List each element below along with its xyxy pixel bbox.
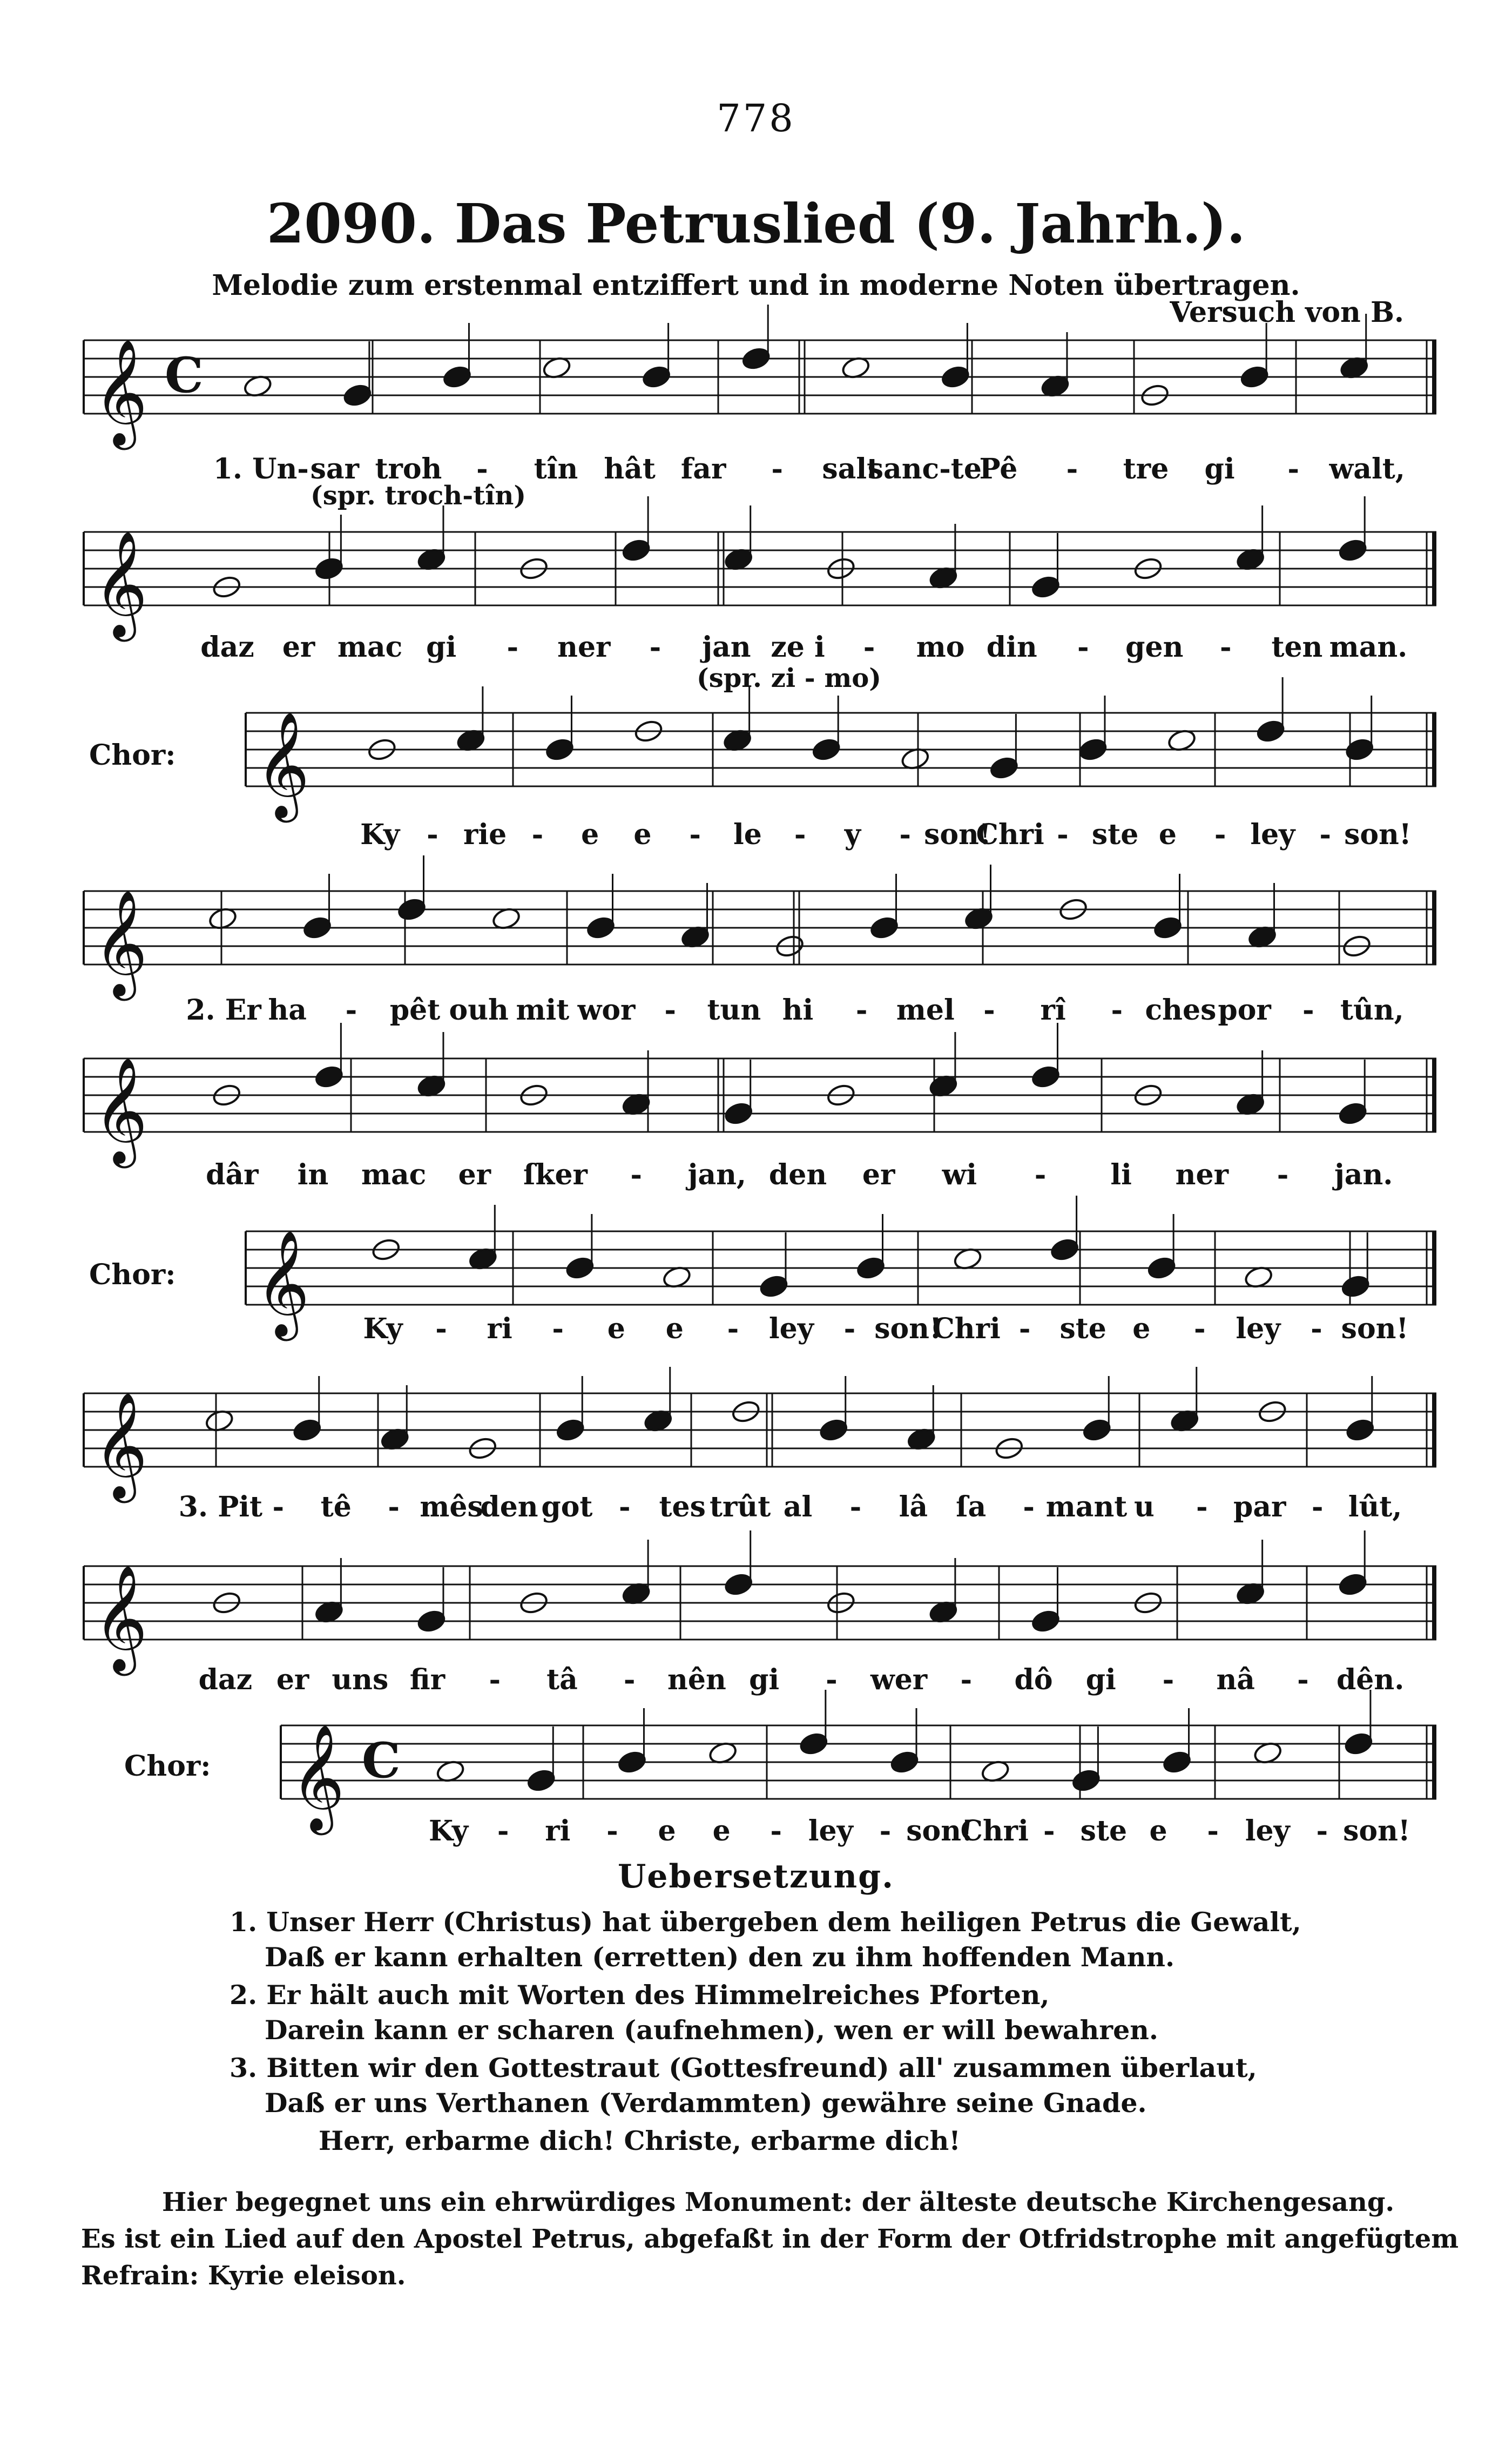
note-head: [1338, 1572, 1368, 1597]
translation-line: Daß er uns Verthanen (Verdammten) gewähre seine Gnade.: [265, 2087, 1147, 2119]
page-number: 778: [717, 96, 795, 140]
lyric-syllable: -: [1287, 453, 1299, 485]
music-staff: [84, 1026, 1458, 1164]
lyric-syllable: jan: [702, 631, 751, 664]
lyric-syllable: -: [1057, 818, 1069, 851]
music-staff: [84, 500, 1458, 638]
lyric-syllable: -: [1111, 994, 1123, 1027]
lyric-syllable: e: [712, 1815, 731, 1847]
note-head: [819, 1418, 849, 1442]
lyric-syllable: -: [664, 994, 676, 1027]
lyric-syllable: -: [727, 1312, 739, 1345]
lyric-syllable: son!: [1341, 1312, 1409, 1345]
treble-clef-icon: 𝄞: [291, 1724, 345, 1831]
note-head: [1338, 538, 1368, 563]
note-head: [1152, 915, 1183, 940]
common-time-icon: C: [165, 347, 204, 404]
lyric-syllable: Chri: [976, 818, 1044, 851]
lyric-syllable: er: [862, 1158, 895, 1191]
note-head: [1239, 365, 1270, 389]
lyric-syllable: far: [680, 453, 726, 485]
music-staff: [246, 680, 1458, 819]
note-head: [342, 383, 373, 408]
treble-clef-icon: 𝄞: [255, 1230, 310, 1337]
lyric-syllable: ley: [1236, 1312, 1281, 1345]
lyric-syllable: -: [1018, 1312, 1031, 1345]
chor-label: Chor:: [89, 739, 176, 772]
lyric-syllable: e: [665, 1312, 684, 1345]
lyric-syllable: wor: [577, 994, 636, 1027]
lyric-syllable: tun: [707, 994, 761, 1027]
lyric-syllable: er: [282, 631, 315, 664]
note-head: [544, 737, 575, 762]
lyric-syllable: jan,: [687, 1158, 747, 1191]
chor-label: Chor:: [124, 1750, 211, 1783]
common-time-icon: C: [362, 1732, 401, 1789]
lyric-syllable: -: [879, 1815, 892, 1847]
lyric-syllable: -: [427, 818, 438, 851]
note-head: [1071, 1768, 1101, 1793]
lyric-syllable: Chri: [932, 1312, 1001, 1345]
note-head: [759, 1274, 789, 1299]
lyric-syllable: hât: [604, 453, 656, 485]
lyric-syllable: al: [783, 1491, 813, 1523]
lyric-syllable: le: [733, 818, 762, 851]
lyric-syllable: -: [843, 1312, 856, 1345]
note-head: [940, 365, 970, 389]
note-head: [889, 1750, 920, 1775]
lyric-syllable: -: [618, 1491, 631, 1523]
lyric-syllable: 3. Pit: [178, 1491, 263, 1523]
lyric-syllable: son!: [924, 818, 991, 851]
lyric-syllable: daz: [200, 631, 254, 664]
translation-line: Darein kann er scharen (aufnehmen), wen er will bewahren.: [265, 2014, 1158, 2046]
lyric-syllable: ches: [1145, 994, 1217, 1027]
lyric-syllable: ste: [1080, 1815, 1128, 1847]
lyric-syllable: e: [633, 818, 652, 851]
lyric-syllable: e: [581, 818, 599, 851]
lyric-syllable: troh: [375, 453, 442, 485]
lyric-syllable: gi: [749, 1663, 780, 1696]
lyric-syllable: din: [986, 631, 1037, 664]
lyric-syllable: e: [1158, 818, 1177, 851]
lyric-syllable: -: [606, 1815, 618, 1847]
lyric-syllable: e: [658, 1815, 676, 1847]
lyric-syllable: ley: [1250, 818, 1295, 851]
note-head: [1030, 1064, 1061, 1089]
lyric-syllable: -: [1214, 818, 1226, 851]
lyric-syllable: rî: [1040, 994, 1066, 1027]
lyric-syllable: son!: [906, 1815, 974, 1847]
lyric-syllable: ner: [557, 631, 611, 664]
lyric-syllable: por: [1218, 994, 1271, 1027]
lyric-syllable: par: [1233, 1491, 1286, 1523]
lyric-syllable: e: [607, 1312, 625, 1345]
note-head: [302, 915, 332, 940]
lyric-syllable: -: [1066, 453, 1078, 485]
lyric-syllable: -: [630, 1158, 642, 1191]
lyric-syllable: Chri: [960, 1815, 1029, 1847]
treble-clef-icon: 𝄞: [93, 1392, 148, 1499]
lyric-syllable: er: [276, 1663, 309, 1696]
note-head: [1162, 1750, 1192, 1775]
note-head: [799, 1731, 829, 1756]
lyrics-line: [0, 1312, 1512, 1350]
lyric-syllable: gi: [426, 631, 457, 664]
lyric-syllable: -: [771, 453, 784, 485]
lyric-syllable: -: [497, 1815, 509, 1847]
lyric-syllable: lâ: [899, 1491, 928, 1523]
lyric-syllable: mit: [516, 994, 570, 1027]
lyric-syllable: -: [507, 631, 519, 664]
lyric-syllable: -: [489, 1663, 501, 1696]
lyric-syllable: ten: [1271, 631, 1323, 664]
lyric-syllable: e: [1149, 1815, 1167, 1847]
lyric-syllable: -: [435, 1312, 447, 1345]
lyrics-line: [0, 1491, 1512, 1528]
note-head: [1345, 737, 1375, 762]
lyric-syllable: dô: [1014, 1663, 1053, 1696]
treble-clef-icon: 𝄞: [93, 530, 148, 637]
lyric-syllable: ouh: [449, 994, 509, 1027]
note-head: [396, 897, 427, 922]
lyric-syllable: fir: [409, 1663, 446, 1696]
lyric-syllable: wer: [870, 1663, 928, 1696]
lyric-syllable: -: [1077, 631, 1089, 664]
lyric-syllable: -: [476, 453, 488, 485]
music-staff: [84, 1361, 1458, 1499]
treble-clef-icon: 𝄞: [93, 889, 148, 996]
lyric-syllable: -: [863, 631, 875, 664]
lyric-syllable: sar: [310, 453, 360, 485]
treble-clef-icon: 𝄞: [93, 1564, 148, 1671]
lyric-syllable: mant: [1045, 1491, 1128, 1523]
note-head: [621, 538, 651, 563]
note-head: [1030, 575, 1061, 599]
pronunciation-note: (spr. troch-tîn): [310, 481, 526, 511]
lyric-syllable: -: [388, 1491, 400, 1523]
note-head: [292, 1418, 322, 1442]
lyric-syllable: son!: [1344, 818, 1412, 851]
lyric-syllable: son!: [1343, 1815, 1410, 1847]
lyric-syllable: ze i: [771, 631, 825, 664]
lyric-syllable: salt: [822, 453, 880, 485]
lyric-syllable: trût: [709, 1491, 771, 1523]
lyric-syllable: nên: [667, 1663, 726, 1696]
lyric-syllable: tê: [320, 1491, 352, 1523]
lyric-syllable: jan.: [1334, 1158, 1393, 1191]
attribution: Versuch von B.: [1170, 296, 1404, 329]
pronunciation-note: (spr. zi - mo): [697, 663, 881, 693]
lyric-syllable: e: [1132, 1312, 1151, 1345]
lyric-syllable: li: [1110, 1158, 1132, 1191]
lyric-syllable: Ky: [429, 1815, 469, 1847]
lyric-syllable: daz: [198, 1663, 253, 1696]
lyric-syllable: 2. Er: [186, 994, 261, 1027]
treble-clef-icon: 𝄞: [93, 339, 148, 446]
lyric-syllable: ste: [1059, 1312, 1106, 1345]
lyric-syllable: -: [1023, 1491, 1035, 1523]
lyric-syllable: wi: [942, 1158, 977, 1191]
lyric-syllable: -: [1196, 1491, 1208, 1523]
lyric-syllable: tre: [1123, 453, 1169, 485]
note-head: [1030, 1609, 1061, 1634]
lyric-syllable: uns: [332, 1663, 389, 1696]
lyric-syllable: -: [826, 1663, 838, 1696]
lyric-syllable: tûn,: [1340, 994, 1404, 1027]
lyric-syllable: gen: [1125, 631, 1184, 664]
note-head: [869, 915, 899, 940]
note-head: [1344, 1731, 1374, 1756]
note-head: [1340, 1274, 1371, 1299]
lyric-syllable: nâ: [1216, 1663, 1255, 1696]
note-head: [811, 737, 841, 762]
note-head: [565, 1256, 595, 1280]
translation-line: 1. Unser Herr (Christus) hat übergeben dem heiligen Petrus die Gewalt,: [230, 1906, 1301, 1938]
note-head: [442, 365, 472, 389]
lyric-syllable: son!: [874, 1312, 942, 1345]
lyric-syllable: -: [960, 1663, 973, 1696]
lyric-syllable: 1. Un-: [213, 453, 309, 485]
lyric-syllable: lût,: [1348, 1491, 1402, 1523]
lyric-syllable: ſker: [523, 1158, 588, 1191]
lyric-syllable: tîn: [534, 453, 578, 485]
lyric-syllable: ley: [1245, 1815, 1290, 1847]
lyric-syllable: mês: [420, 1491, 483, 1523]
music-staff: [84, 1534, 1458, 1672]
treble-clef-icon: 𝄞: [255, 711, 310, 818]
note-head: [555, 1418, 585, 1442]
lyric-syllable: ri: [545, 1815, 571, 1847]
note-head: [642, 365, 672, 389]
lyric-syllable: -: [649, 631, 662, 664]
lyric-syllable: ley: [808, 1815, 853, 1847]
lyric-syllable: hi: [782, 994, 814, 1027]
closing-line: Refrain: Kyrie eleison.: [81, 2261, 406, 2291]
treble-clef-icon: 𝄞: [93, 1057, 148, 1164]
translation-line: Herr, erbarme dich! Christe, erbarme dich!: [319, 2125, 961, 2156]
song-subtitle: Melodie zum erstenmal entziffert und in moderne Noten übertragen.: [212, 269, 1300, 302]
lyric-syllable: -: [1311, 1491, 1324, 1523]
note-head: [1146, 1256, 1177, 1280]
note-head: [1078, 737, 1108, 762]
lyric-syllable: mac: [361, 1158, 427, 1191]
lyric-syllable: -: [1220, 631, 1232, 664]
lyric-syllable: ste: [1091, 818, 1139, 851]
note-head: [724, 1572, 754, 1597]
translation-heading: Uebersetzung.: [617, 1858, 895, 1896]
lyric-syllable: dên.: [1336, 1663, 1405, 1696]
lyric-syllable: -: [1034, 1158, 1047, 1191]
lyric-syllable: u: [1134, 1491, 1155, 1523]
note-head: [989, 756, 1019, 780]
lyric-syllable: -: [1162, 1663, 1174, 1696]
lyric-syllable: den: [480, 1491, 538, 1523]
note-head: [526, 1768, 556, 1793]
music-staff: [84, 859, 1458, 997]
lyric-syllable: ley: [768, 1312, 814, 1345]
note-head: [1345, 1418, 1375, 1442]
lyric-syllable: -: [1043, 1815, 1055, 1847]
lyric-syllable: Ky: [363, 1312, 403, 1345]
lyric-syllable: ha: [268, 994, 307, 1027]
lyric-syllable: dâr: [206, 1158, 259, 1191]
lyric-syllable: -: [1311, 1312, 1322, 1345]
lyric-syllable: -: [623, 1663, 636, 1696]
lyric-syllable: den: [768, 1158, 827, 1191]
lyric-syllable: -: [272, 1491, 285, 1523]
note-head: [585, 915, 616, 940]
lyrics-line: [0, 818, 1512, 856]
closing-line: Hier begegnet uns ein ehrwürdiges Monument: der älteste deutsche Kirchengesang.: [162, 2187, 1395, 2217]
lyric-syllable: -: [689, 818, 701, 851]
lyric-syllable: mel: [896, 994, 955, 1027]
lyric-syllable: -: [1316, 1815, 1328, 1847]
lyric-syllable: mac: [337, 631, 403, 664]
music-staff: [281, 1693, 1458, 1831]
lyrics-line: [0, 1815, 1512, 1852]
lyric-syllable: -: [855, 994, 868, 1027]
lyric-syllable: tâ: [546, 1663, 578, 1696]
lyric-syllable: -: [899, 818, 911, 851]
lyric-syllable: got: [541, 1491, 593, 1523]
lyric-syllable: -: [1277, 1158, 1289, 1191]
lyric-syllable: -: [552, 1312, 564, 1345]
lyric-syllable: ſa: [956, 1491, 987, 1523]
lyric-syllable: pêt: [389, 994, 441, 1027]
closing-line: Es ist ein Lied auf den Apostel Petrus, abgefaßt in der Form der Otfridstrophe mit angefügtem: [81, 2224, 1459, 2254]
lyric-syllable: y: [844, 818, 861, 851]
translation-line: 3. Bitten wir den Gottestraut (Gottesfreund) all' zusammen überlaut,: [230, 2052, 1257, 2083]
music-staff: [84, 308, 1458, 446]
lyric-syllable: gi: [1085, 1663, 1116, 1696]
lyric-syllable: -: [794, 818, 806, 851]
lyric-syllable: -: [770, 1815, 782, 1847]
chor-label: Chor:: [89, 1258, 176, 1291]
note-head: [724, 1101, 754, 1126]
lyric-syllable: -: [1194, 1312, 1206, 1345]
note-head: [314, 1064, 344, 1089]
lyric-syllable: man.: [1329, 631, 1408, 664]
note-head: [1256, 719, 1286, 744]
lyric-syllable: -: [1297, 1663, 1309, 1696]
note-head: [617, 1750, 647, 1775]
lyric-syllable: -: [1302, 994, 1314, 1027]
lyrics-line: [0, 453, 1512, 490]
lyric-syllable: Pê: [979, 453, 1018, 485]
lyric-syllable: rie: [463, 818, 507, 851]
lyric-syllable: sanc-te: [867, 453, 982, 485]
note-head: [1050, 1237, 1080, 1262]
note-head: [741, 346, 771, 371]
lyric-syllable: -: [1319, 818, 1331, 851]
translation-line: 2. Er hält auch mit Worten des Himmelreiches Pforten,: [230, 1979, 1050, 2011]
note-head: [1338, 1101, 1368, 1126]
lyric-syllable: gi: [1204, 453, 1235, 485]
lyric-syllable: -: [849, 1491, 862, 1523]
note-head: [416, 1609, 447, 1634]
lyric-syllable: tes: [659, 1491, 706, 1523]
lyric-syllable: er: [458, 1158, 491, 1191]
lyric-syllable: -: [983, 994, 995, 1027]
translation-line: Daß er kann erhalten (erretten) den zu ihm hoffenden Mann.: [265, 1941, 1175, 1973]
lyric-syllable: ri: [487, 1312, 512, 1345]
lyric-syllable: -: [531, 818, 544, 851]
lyric-syllable: ner: [1175, 1158, 1228, 1191]
lyric-syllable: mo: [916, 631, 965, 664]
lyric-syllable: -: [1207, 1815, 1219, 1847]
lyrics-line: [0, 1158, 1512, 1196]
note-head: [314, 556, 344, 581]
lyric-syllable: walt,: [1329, 453, 1405, 485]
song-title: 2090. Das Petruslied (9. Jahrh.).: [266, 192, 1246, 255]
note-head: [1082, 1418, 1112, 1442]
lyric-syllable: -: [345, 994, 357, 1027]
note-head: [855, 1256, 886, 1280]
lyric-syllable: in: [297, 1158, 329, 1191]
lyric-syllable: Ky: [360, 818, 400, 851]
